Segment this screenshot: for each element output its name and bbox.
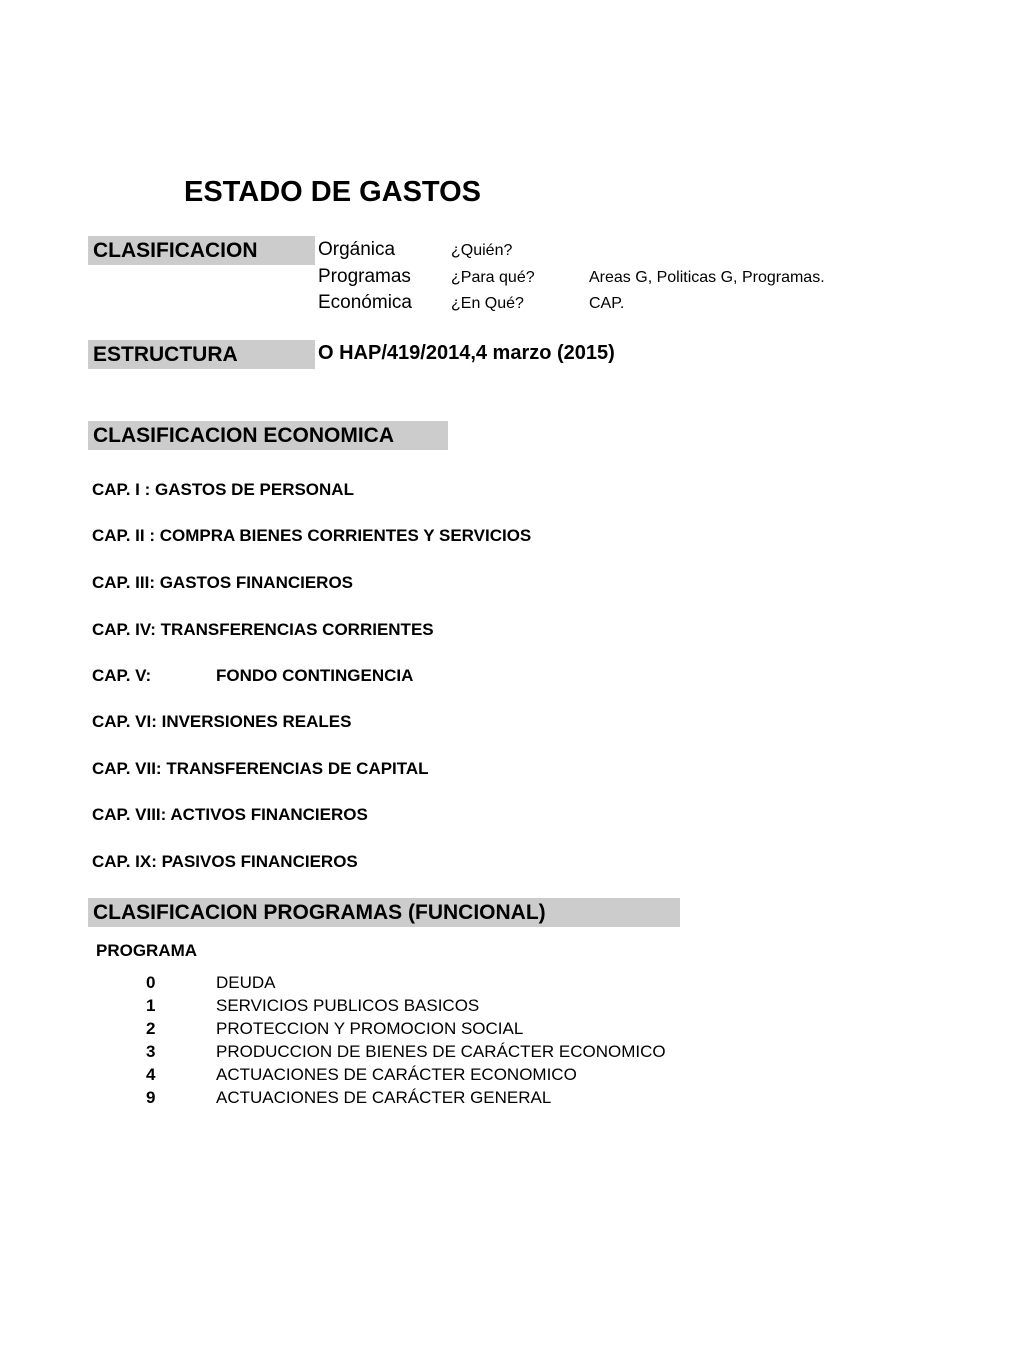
- cap-item: CAP. VII: TRANSFERENCIAS DE CAPITAL: [92, 759, 429, 778]
- programa-name: PRODUCCION DE BIENES DE CARÁCTER ECONOMICO: [216, 1042, 666, 1061]
- cap-item: CAP. VIII: ACTIVOS FINANCIEROS: [92, 805, 368, 824]
- cap-item: CAP. V:: [92, 666, 152, 685]
- programa-number: 9: [146, 1088, 156, 1107]
- cap-item-name: FONDO CONTINGENCIA: [216, 666, 414, 685]
- clasificacion-question-organica: ¿Quién?: [451, 242, 513, 259]
- estructura-header: ESTRUCTURA: [88, 340, 315, 369]
- clasificacion-type-organica: Orgánica: [318, 239, 396, 260]
- programa-number: 2: [146, 1019, 156, 1038]
- programa-name: ACTUACIONES DE CARÁCTER ECONOMICO: [216, 1065, 577, 1084]
- cap-item: CAP. IV: TRANSFERENCIAS CORRIENTES: [92, 620, 434, 639]
- clasificacion-desc-programas: Areas G, Politicas G, Programas.: [589, 269, 825, 286]
- programa-number: 1: [146, 996, 156, 1015]
- programa-name: SERVICIOS PUBLICOS BASICOS: [216, 996, 480, 1015]
- estructura-value: O HAP/419/2014,4 marzo (2015): [318, 342, 615, 364]
- clasificacion-header: CLASIFICACION: [88, 236, 315, 265]
- programa-name: ACTUACIONES DE CARÁCTER GENERAL: [216, 1088, 552, 1107]
- programa-subheader: PROGRAMA: [96, 941, 198, 960]
- programa-number: 0: [146, 973, 156, 992]
- programa-name: DEUDA: [216, 973, 276, 992]
- page-title: ESTADO DE GASTOS: [184, 176, 482, 208]
- cap-item: CAP. III: GASTOS FINANCIEROS: [92, 573, 354, 592]
- cap-item: CAP. I : GASTOS DE PERSONAL: [92, 480, 354, 499]
- economica-header: CLASIFICACION ECONOMICA: [88, 421, 448, 450]
- cap-item: CAP. IX: PASIVOS FINANCIEROS: [92, 852, 358, 871]
- programa-name: PROTECCION Y PROMOCION SOCIAL: [216, 1019, 524, 1038]
- programa-number: 4: [146, 1065, 156, 1084]
- clasificacion-type-programas: Programas: [318, 266, 411, 287]
- programa-number: 3: [146, 1042, 156, 1061]
- cap-item: CAP. VI: INVERSIONES REALES: [92, 712, 352, 731]
- clasificacion-type-economica: Económica: [318, 292, 412, 313]
- programas-header: CLASIFICACION PROGRAMAS (FUNCIONAL): [88, 898, 680, 927]
- cap-item: CAP. II : COMPRA BIENES CORRIENTES Y SERVICIOS: [92, 526, 532, 545]
- clasificacion-question-programas: ¿Para qué?: [451, 269, 535, 286]
- clasificacion-question-economica: ¿En Qué?: [451, 295, 524, 312]
- clasificacion-desc-economica: CAP.: [589, 295, 625, 312]
